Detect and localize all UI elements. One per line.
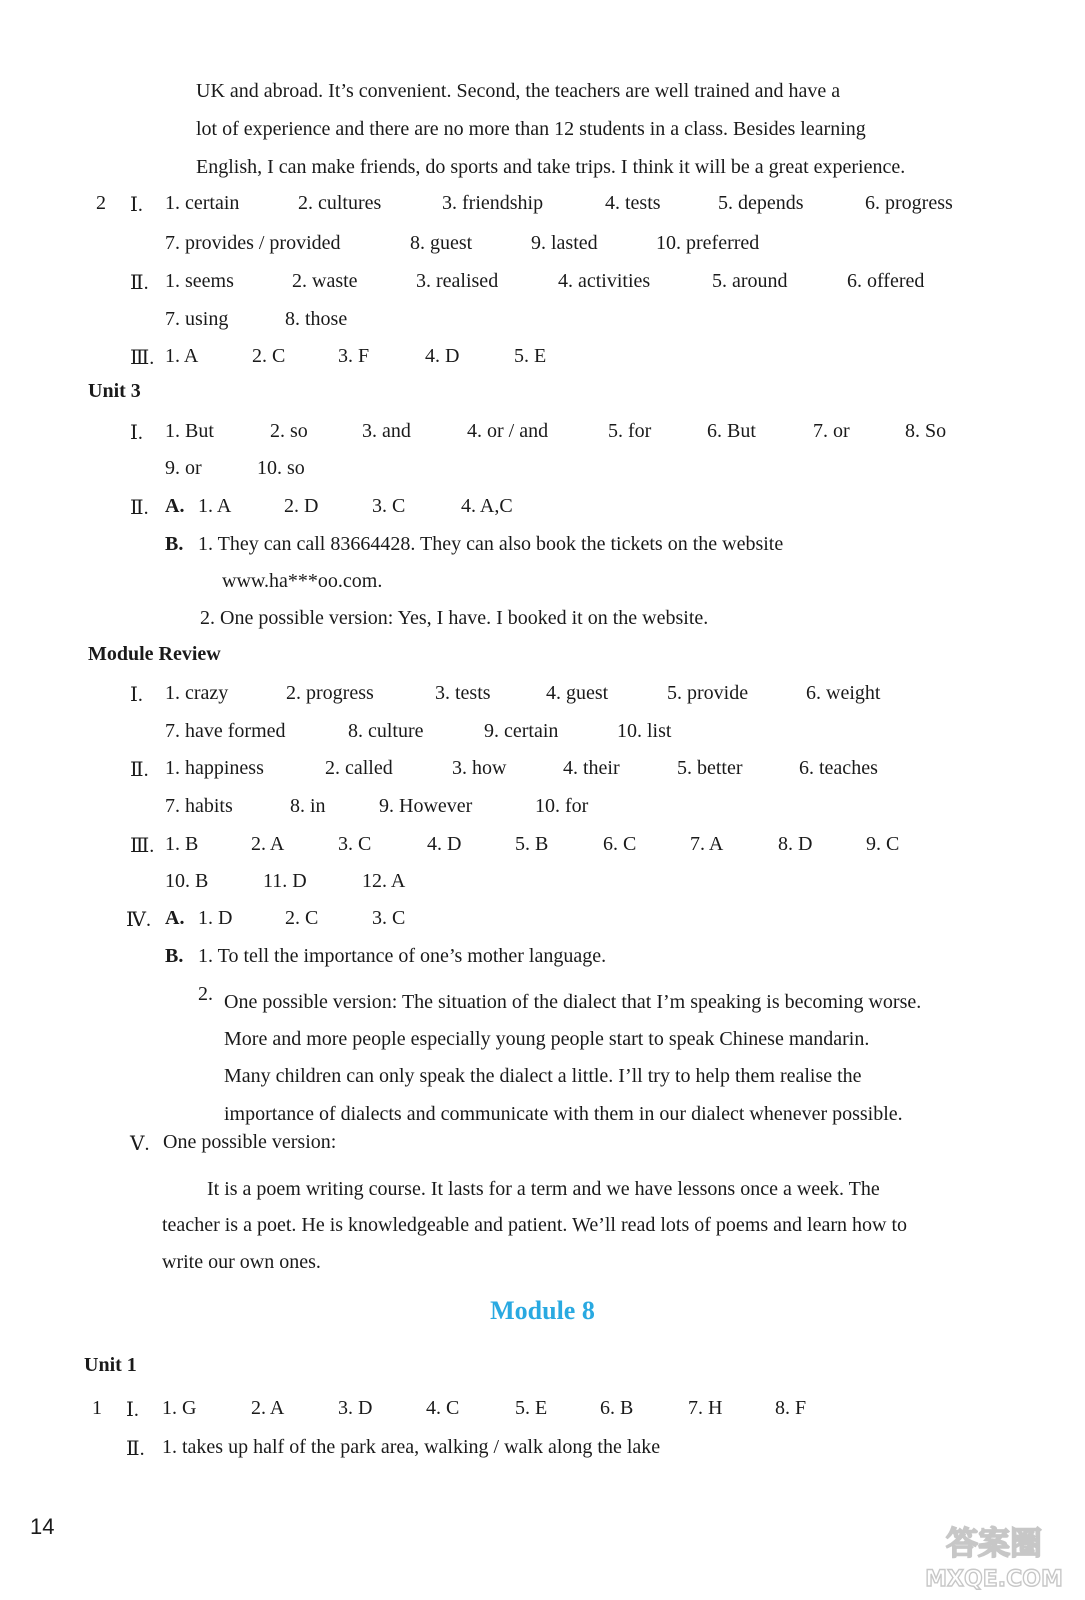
answer-item: 7. H bbox=[688, 1397, 723, 1419]
answer-item: 2. C bbox=[252, 345, 286, 367]
page-number: 14 bbox=[30, 1514, 55, 1539]
answer-item: 9. certain bbox=[484, 720, 559, 742]
text-line: English, I can make friends, do sports and take trips. I think it will be a great experience. bbox=[196, 156, 906, 178]
answer-item: 2. called bbox=[325, 757, 393, 779]
text-line: importance of dialects and communicate with them in our dialect whenever possible. bbox=[224, 1103, 903, 1125]
answer-sentence: 1. To tell the importance of one’s mother language. bbox=[198, 945, 607, 967]
part-b-label: B. bbox=[165, 533, 184, 555]
unit3-heading: Unit 3 bbox=[88, 380, 141, 402]
answer-item: 3. D bbox=[338, 1397, 373, 1419]
answer-item: 5. E bbox=[515, 1397, 548, 1419]
text-line: More and more people especially young people start to speak Chinese mandarin. bbox=[224, 1028, 870, 1050]
answer-sentence: 1. takes up half of the park area, walking / walk along the lake bbox=[162, 1436, 661, 1458]
answer-item: 3. friendship bbox=[442, 192, 544, 214]
answer-item: 5. for bbox=[608, 420, 652, 442]
answer-item: 5. provide bbox=[667, 682, 749, 704]
answer-item: 4. A,C bbox=[461, 495, 513, 517]
section-number: 2 bbox=[96, 192, 106, 214]
answer-item: 4. or / and bbox=[467, 420, 549, 442]
answer-item: 4. guest bbox=[546, 682, 609, 704]
part-b-label: B. bbox=[165, 945, 184, 967]
answer-item: 9. lasted bbox=[531, 232, 598, 254]
roman-label-2: Ⅱ. bbox=[130, 759, 149, 781]
answer-item: 7. provides / provided bbox=[165, 232, 341, 254]
answer-item: 6. offered bbox=[847, 270, 925, 292]
text-line: UK and abroad. It’s convenient. Second, the teachers are well trained and have a bbox=[196, 80, 841, 102]
answer-item: 8. D bbox=[778, 833, 813, 855]
answer-sentence: 1. They can call 83664428. They can also book the tickets on the website bbox=[198, 533, 784, 555]
website-url: www.ha***oo.com. bbox=[222, 570, 383, 592]
answer-item: 11. D bbox=[263, 870, 307, 892]
roman-label-2: Ⅱ. bbox=[130, 272, 149, 294]
answer-item: 9. or bbox=[165, 457, 202, 479]
answer-item: 9. However bbox=[379, 795, 473, 817]
roman-label-1: Ⅰ. bbox=[130, 684, 143, 706]
answer-item: 8. in bbox=[290, 795, 326, 817]
roman-label-5: Ⅴ. bbox=[130, 1133, 150, 1155]
roman-label-3: Ⅲ. bbox=[130, 835, 155, 857]
answer-item: 3. realised bbox=[416, 270, 499, 292]
answer-item: 7. A bbox=[690, 833, 724, 855]
text-line: lot of experience and there are no more than 12 students in a class. Besides learning bbox=[196, 118, 866, 140]
answer-item: 5. better bbox=[677, 757, 743, 779]
roman-label-4: Ⅳ. bbox=[126, 909, 151, 931]
answer-intro: One possible version: bbox=[163, 1131, 337, 1153]
answer-item: 8. guest bbox=[410, 232, 473, 254]
text-line: write our own ones. bbox=[162, 1251, 321, 1273]
item-number: 2. bbox=[198, 983, 213, 1005]
roman-label-1: Ⅰ. bbox=[130, 422, 143, 444]
answer-item: 1. A bbox=[165, 345, 199, 367]
answer-item: 6. C bbox=[603, 833, 637, 855]
answer-item: 1. D bbox=[198, 907, 233, 929]
answer-item: 4. tests bbox=[605, 192, 661, 214]
text-line: One possible version: The situation of the dialect that I’m speaking is becoming worse. bbox=[224, 991, 922, 1013]
answer-item: 5. around bbox=[712, 270, 788, 292]
roman-label-2: Ⅱ. bbox=[130, 497, 149, 519]
answer-item: 1. B bbox=[165, 833, 199, 855]
answer-item: 3. C bbox=[372, 495, 406, 517]
answer-item: 4. activities bbox=[558, 270, 651, 292]
answer-item: 4. D bbox=[427, 833, 462, 855]
roman-label-3: Ⅲ. bbox=[130, 347, 155, 369]
answer-item: 8. culture bbox=[348, 720, 424, 742]
answer-item: 8. So bbox=[905, 420, 947, 442]
answer-item: 1. A bbox=[198, 495, 232, 517]
answer-item: 1. G bbox=[162, 1397, 197, 1419]
answer-item: 1. certain bbox=[165, 192, 240, 214]
module-review-heading: Module Review bbox=[88, 643, 221, 665]
roman-label-2: Ⅱ. bbox=[126, 1438, 145, 1460]
module-title: Module 8 bbox=[490, 1296, 595, 1325]
answer-item: 7. have formed bbox=[165, 720, 286, 742]
answer-item: 2. progress bbox=[286, 682, 374, 704]
answer-item: 3. C bbox=[372, 907, 406, 929]
answer-item: 4. C bbox=[426, 1397, 460, 1419]
answer-item: 7. or bbox=[813, 420, 850, 442]
answer-item: 6. weight bbox=[806, 682, 881, 704]
roman-label-1: Ⅰ. bbox=[126, 1399, 139, 1421]
answer-item: 4. D bbox=[425, 345, 460, 367]
answer-item: 2. so bbox=[270, 420, 308, 442]
answer-item: 2. A bbox=[251, 1397, 285, 1419]
answer-item: 5. B bbox=[515, 833, 549, 855]
answer-item: 3. tests bbox=[435, 682, 491, 704]
roman-label-1: Ⅰ. bbox=[130, 194, 143, 216]
answer-item: 1. crazy bbox=[165, 682, 229, 704]
answer-item: 6. teaches bbox=[799, 757, 878, 779]
answer-item: 10. preferred bbox=[656, 232, 760, 254]
answer-item: 12. A bbox=[362, 870, 406, 892]
answer-item: 6. B bbox=[600, 1397, 634, 1419]
section-number: 1 bbox=[92, 1397, 102, 1419]
answer-item: 10. so bbox=[257, 457, 305, 479]
answer-item: 1. But bbox=[165, 420, 214, 442]
answer-item: 9. C bbox=[866, 833, 900, 855]
answer-item: 5. depends bbox=[718, 192, 804, 214]
text-line: teacher is a poet. He is knowledgeable and patient. We’ll read lots of poems and learn how to bbox=[162, 1214, 907, 1236]
part-a-label: A. bbox=[165, 495, 185, 517]
answer-sentence: 2. One possible version: Yes, I have. I booked it on the website. bbox=[200, 607, 709, 629]
answer-item: 2. D bbox=[284, 495, 319, 517]
answer-item: 3. C bbox=[338, 833, 372, 855]
answer-item: 7. habits bbox=[165, 795, 233, 817]
answer-item: 6. progress bbox=[865, 192, 953, 214]
text-line: Many children can only speak the dialect a little. I’ll try to help them realise the bbox=[224, 1065, 862, 1087]
answer-item: 6. But bbox=[707, 420, 756, 442]
answer-item: 4. their bbox=[563, 757, 620, 779]
unit1-heading: Unit 1 bbox=[84, 1354, 137, 1376]
answer-item: 7. using bbox=[165, 308, 229, 330]
answer-item: 1. seems bbox=[165, 270, 234, 292]
answer-item: 8. F bbox=[775, 1397, 807, 1419]
answer-item: 3. and bbox=[362, 420, 411, 442]
answer-item: 2. A bbox=[251, 833, 285, 855]
text-line: It is a poem writing course. It lasts for a term and we have lessons once a week. The bbox=[207, 1178, 880, 1200]
part-a-label: A. bbox=[165, 907, 185, 929]
answer-item: 3. F bbox=[338, 345, 370, 367]
answer-item: 2. cultures bbox=[298, 192, 382, 214]
answer-item: 2. waste bbox=[292, 270, 358, 292]
watermark-line2: MXQE.COM bbox=[925, 1567, 1063, 1592]
watermark-logo bbox=[919, 1518, 1069, 1594]
answer-item: 5. E bbox=[514, 345, 547, 367]
answer-item: 1. happiness bbox=[165, 757, 264, 779]
answer-item: 10. list bbox=[617, 720, 672, 742]
watermark-line1: 答案圈 bbox=[945, 1524, 1043, 1562]
answer-item: 2. C bbox=[285, 907, 319, 929]
answer-item: 3. how bbox=[452, 757, 507, 779]
answer-item: 10. for bbox=[535, 795, 589, 817]
answer-item: 8. those bbox=[285, 308, 348, 330]
answer-item: 10. B bbox=[165, 870, 209, 892]
